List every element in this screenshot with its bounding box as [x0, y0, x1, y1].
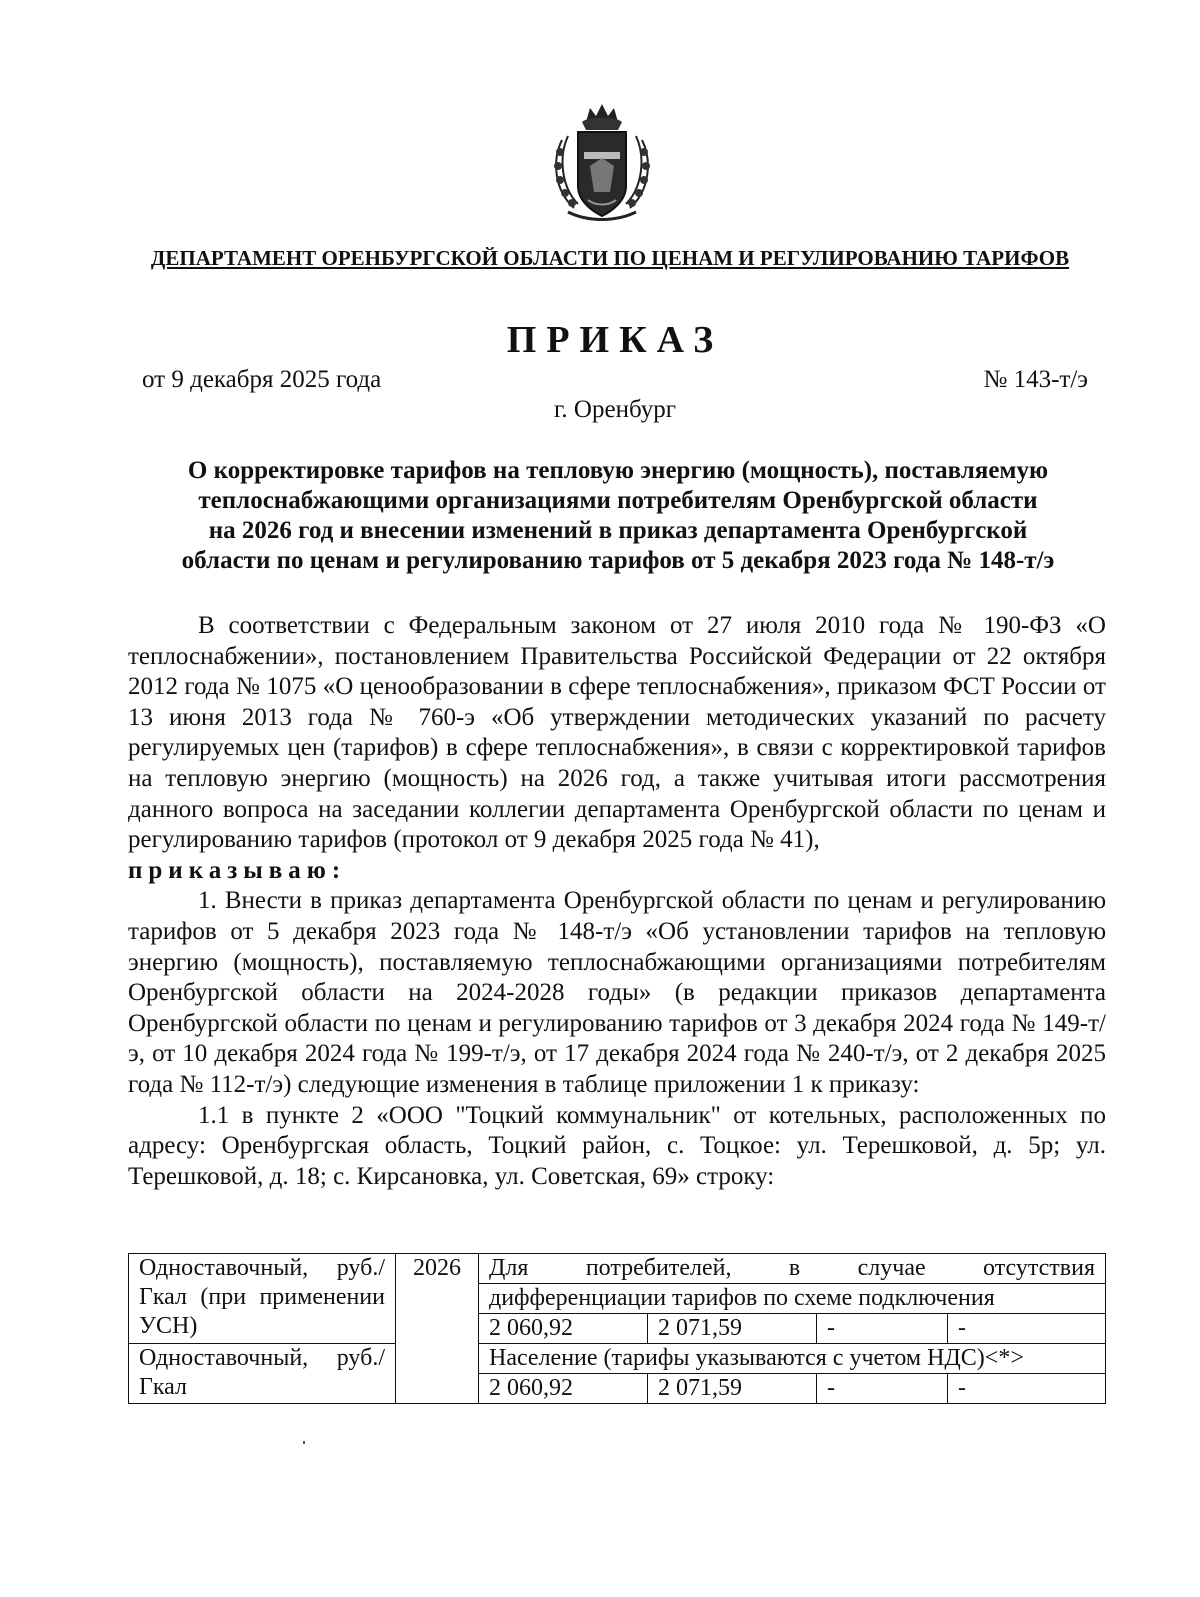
- tariff-value-cell: -: [817, 1374, 948, 1404]
- tariff-type-cell: Одноставочный, руб./Гкал: [129, 1344, 396, 1404]
- order-date: от 9 декабря 2025 года: [142, 366, 382, 393]
- tariff-value-cell: -: [948, 1374, 1106, 1404]
- document-type: ПРИКАЗ: [506, 319, 724, 361]
- tariff-value-cell: -: [948, 1314, 1106, 1344]
- scan-speck: [303, 1441, 305, 1444]
- table-row: [129, 1344, 1106, 1374]
- tariff-value-cell: 2 071,59: [648, 1374, 817, 1404]
- tariff-type-cell: Одноставочный, руб./Гкал (при применении УСН): [129, 1254, 396, 1344]
- year-cell: 2026: [396, 1254, 479, 1404]
- tariff-value-cell: 2 071,59: [648, 1314, 817, 1344]
- item-1-1-paragraph: 1.1 в пункте 2 «ООО "Тоцкий коммунальник" от котельных, расположенных по адресу: Оренбургская область, Тоцкий район, с. Тоцкое: ул. Терешковой, д. 5р; ул. Терешковой, д. 18; с. Кирсановка, ул. Советская, 69» строку:: [128, 1101, 1106, 1190]
- consumer-note-cell: Для потребителей, в случае отсутствия: [479, 1254, 1106, 1284]
- tariff-value-cell: 2 060,92: [479, 1314, 648, 1344]
- title-line: теплоснабжающими организациями потребителям Оренбургской области: [198, 487, 1038, 514]
- table-row: [129, 1254, 1106, 1284]
- coat-of-arms-icon: [548, 100, 656, 224]
- title-line: области по ценам и регулированию тарифов от 5 декабря 2023 года № 148-т/э: [181, 547, 1055, 574]
- title-line: О корректировке тарифов на тепловую энергию (мощность), поставляемую: [187, 457, 1049, 484]
- order-title: [128, 456, 1108, 576]
- population-note-cell: Население (тарифы указываются с учетом НДС)<*>: [479, 1344, 1106, 1374]
- issue-city: г. Оренбург: [554, 396, 676, 423]
- order-body: [128, 611, 1106, 1192]
- order-number: № 143-т/э: [983, 366, 1088, 393]
- item-1-paragraph: 1. Внести в приказ департамента Оренбургской области по ценам и регулированию тарифов от 5 декабря 2023 года № 148-т/э «Об установлении тарифов на тепловую энергию (мощность), поставляемую теплоснабжающими организациями потребителям Оренбургской области на 2024-2028 годы» (в редакции приказов департамента Оренбургской области по ценам и регулированию тарифов от 3 декабря 2024 года № 149-т/э, от 10 декабря 2024 года № 199-т/э, от 17 декабря 2024 года № 240-т/э, от 2 декабря 2025 года № 112-т/э) следующие изменения в таблице приложении 1 к приказу:: [128, 887, 1106, 1098]
- tariff-value-cell: 2 060,92: [479, 1374, 648, 1404]
- tariff-table: [128, 1253, 1106, 1404]
- tariff-value-cell: -: [817, 1314, 948, 1344]
- consumer-note-cell: дифференциации тарифов по схеме подключения: [479, 1284, 1106, 1314]
- preamble-paragraph: В соответствии с Федеральным законом от 27 июля 2010 года № 190-ФЗ «О теплоснабжении», постановлением Правительства Российской Федерации от 22 октября 2012 года № 1075 «О ценообразовании в сфере теплоснабжения», приказом ФСТ России от 13 июня 2013 года № 760-э «Об утверждении методических указаний по расчету регулируемых цен (тарифов) в сфере теплоснабжения», в связи с корректировкой тарифов на тепловую энергию (мощность) на 2026 год, а также учитывая итоги рассмотрения данного вопроса на заседании коллегии департамента Оренбургской области по ценам и регулированию тарифов (протокол от 9 декабря 2025 года № 41),: [128, 612, 1106, 854]
- department-name: ДЕПАРТАМЕНТ ОРЕНБУРГСКОЙ ОБЛАСТИ ПО ЦЕНАМ И РЕГУЛИРОВАНИЮ ТАРИФОВ: [150, 246, 1070, 270]
- decree-word: приказываю:: [128, 856, 347, 884]
- title-line: на 2026 год и внесении изменений в приказ департамента Оренбургской: [208, 517, 1028, 544]
